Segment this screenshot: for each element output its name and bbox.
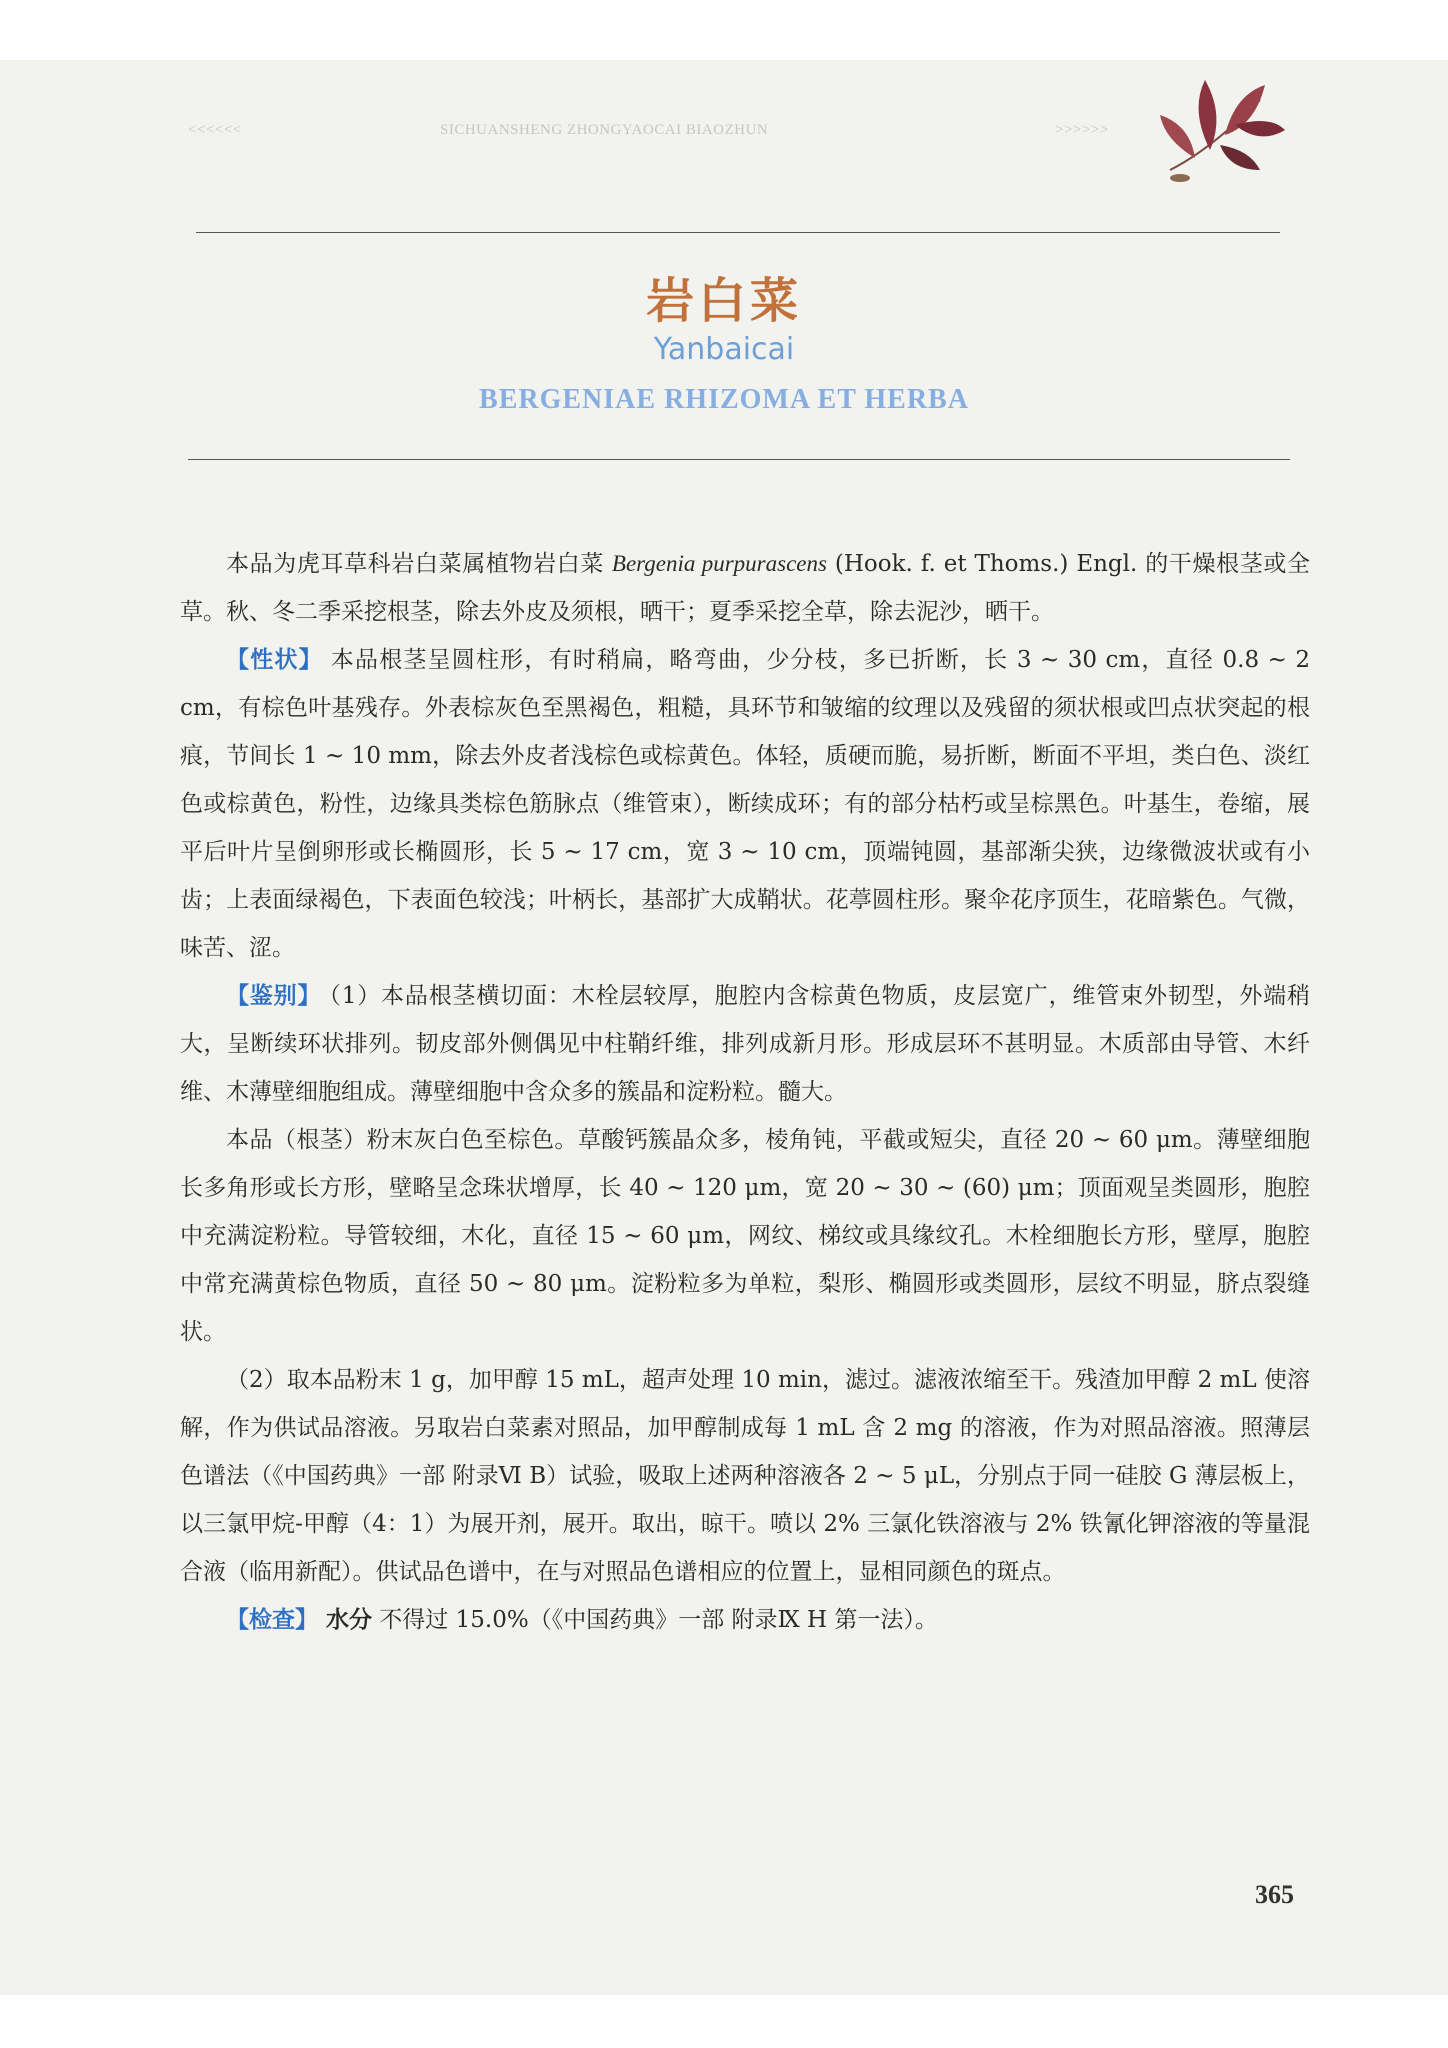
running-head-title: SICHUANSHENG ZHONGYAOCAI BIAOZHUN — [440, 122, 769, 138]
species-name: Bergenia purpurascens — [611, 551, 827, 576]
running-head-right-arrows: >>>>>> — [1055, 122, 1109, 138]
identification-text-2: （2）取本品粉末 1 g，加甲醇 15 mL，超声处理 10 min，滤过。滤液浓缩至干。残渣加甲醇 2 mL 使溶解，作为供试品溶液。另取岩白菜素对照品，加甲醇制成每 1 mL 含 2 mg 的溶液，作为对照品溶液。照薄层色谱法（《中国药典》一部 附录Ⅵ B）试验，吸取上述两种溶液各 2 ~ 5 μL，分别点于同一硅胶 G 薄层板上，以三氯甲烷-甲醇（4：1）为展开剂，展开。取出，晾干。喷以 2% 三氯化铁溶液与 2% 铁氰化钾溶液的等量混合液（临用新配）。供试品色谱中，在与对照品色谱相应的位置上，显相同颜色的斑点。 — [180, 1367, 1310, 1585]
powder-text: 本品（根茎）粉末灰白色至棕色。草酸钙簇晶众多，棱角钝，平截或短尖，直径 20 ~ 60 μm。薄壁细胞长多角形或长方形，壁略呈念珠状增厚，长 40 ~ 120 μm，宽 20 ~ 30 ~ (60) μm；顶面观呈类圆形，胞腔中充满淀粉粒。导管较细，木化，直径 15 ~ 60 μm，网纹、梯纹或具缘纹孔。木栓细胞长方形，壁厚，胞腔中常充满黄棕色物质，直径 50 ~ 80 μm。淀粉粒多为单粒，梨形、椭圆形或类圆形，层纹不明显，脐点裂缝状。 — [180, 1127, 1310, 1345]
monograph-title-chinese: 岩白菜 — [645, 273, 802, 329]
section-label-description: 【性状】 — [226, 647, 323, 673]
description-paragraph — [180, 636, 1310, 972]
description-text: 本品根茎呈圆柱形，有时稍扁，略弯曲，少分枝，多已折断，长 3 ~ 30 cm，直径 0.8 ~ 2 cm，有棕色叶基残存。外表棕灰色至黑褐色，粗糙，具环节和皱缩的纹理以及残留的须状根或凹点状突起的根痕，节间长 1 ~ 10 mm，除去外皮者浅棕色或棕黄色。体轻，质硬而脆，易折断，断面不平坦，类白色、淡红色或棕黄色，粉性，边缘具类棕色筋脉点（维管束），断续成环；有的部分枯朽或呈棕黑色。叶基生，卷缩，展平后叶片呈倒卵形或长椭圆形，长 5 ~ 17 cm，宽 3 ~ 10 cm，顶端钝圆，基部渐尖狭，边缘微波状或有小齿；上表面绿褐色，下表面色较浅；叶柄长，基部扩大成鞘状。花葶圆柱形。聚伞花序顶生，花暗紫色。气微，味苦、涩。 — [180, 647, 1310, 961]
intro-text-a: 本品为虎耳草科岩白菜属植物岩白菜 — [226, 551, 612, 577]
section-label-identification: 【鉴别】 — [226, 983, 322, 1009]
monograph-title-pinyin: Yanbaicai — [653, 332, 795, 367]
moisture-term: 水分 — [326, 1607, 372, 1633]
page-number: 365 — [1255, 1880, 1294, 1909]
examination-paragraph — [180, 1596, 1310, 1644]
intro-paragraph — [180, 540, 1310, 636]
intro-text-b: (Hook. f. et Thoms.) Engl. 的干燥根茎或全草。秋、冬二季采挖根茎，除去外皮及须根，晒干；夏季采挖全草，除去泥沙，晒干。 — [180, 551, 1310, 625]
powder-paragraph — [180, 1116, 1310, 1356]
examination-text: 不得过 15.0%（《中国药典》一部 附录Ⅸ H 第一法）。 — [372, 1607, 938, 1633]
identification-paragraph-2 — [180, 1356, 1310, 1596]
title-rule-top — [196, 232, 1280, 233]
monograph-body — [180, 540, 1310, 1644]
title-rule-bottom — [188, 459, 1290, 460]
identification-paragraph-1 — [180, 972, 1310, 1116]
leaf-sprig-icon — [1150, 70, 1290, 185]
running-head-left-arrows: <<<<<< — [188, 122, 242, 138]
monograph-title-latin: BERGENIAE RHIZOMA ET HERBA — [479, 384, 969, 415]
identification-text-1: （1）本品根茎横切面：木栓层较厚，胞腔内含棕黄色物质，皮层宽广，维管束外韧型，外端稍大，呈断续环状排列。韧皮部外侧偶见中柱鞘纤维，排列成新月形。形成层环不甚明显。木质部由导管、木纤维、木薄壁细胞组成。薄壁细胞中含众多的簇晶和淀粉粒。髓大。 — [180, 983, 1311, 1105]
section-label-examination: 【检查】 — [226, 1607, 318, 1633]
